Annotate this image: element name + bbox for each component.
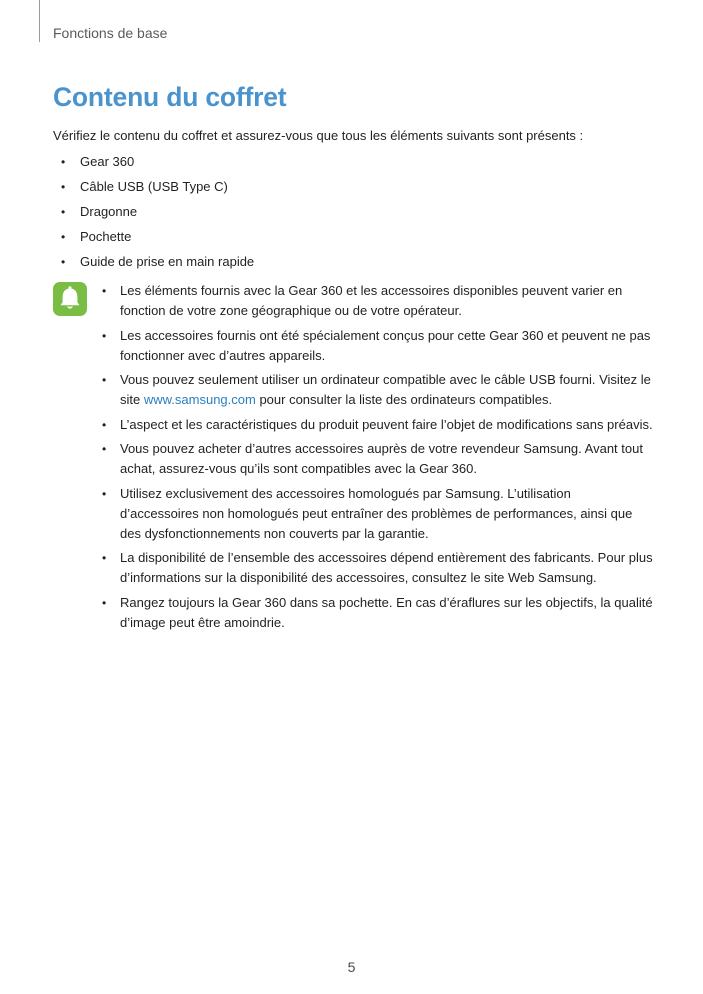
note-item — [101, 326, 653, 366]
intro-text: Vérifiez le contenu du coffret et assurez-vous que tous les éléments suivants sont présents : — [53, 128, 584, 143]
note-item — [101, 370, 653, 410]
note-item — [101, 281, 653, 321]
list-item-label: Pochette — [80, 229, 132, 244]
note-text: pour consulter la liste des ordinateurs compatibles. — [255, 392, 553, 407]
bullet: • — [61, 255, 66, 269]
note-text: Vous pouvez acheter d’autres accessoires auprès de votre revendeur Samsung. Avant tout achat, assurez-vous qu’ils sont compatibles avec la Gear 360. — [120, 441, 643, 476]
page-title: Contenu du coffret — [53, 82, 287, 112]
bullet: • — [102, 551, 107, 565]
note-text: Vous pouvez seulement utiliser un ordinateur compatible avec le câble USB fourni. Visitez le site — [120, 372, 651, 407]
bullet: • — [102, 328, 107, 343]
note-item — [101, 439, 653, 479]
note-text: Utilisez exclusivement des accessoires homologués par Samsung. L’utilisation d’accessoires non homologués peut entraîner des problèmes de performances, ainsi que des dysfonctionnements non couverts par la garantie. — [120, 485, 633, 541]
page-number: 5 — [347, 959, 356, 975]
contents-list — [53, 153, 254, 278]
list-item-label: Dragonne — [80, 204, 138, 219]
list-item-label: Gear 360 — [80, 154, 135, 169]
list-item-label: Câble USB (USB Type C) — [80, 179, 228, 194]
notes-list — [101, 281, 653, 637]
bullet: • — [102, 373, 107, 387]
note-text: La disponibilité de l’ensemble des accessoires dépend entièrement des fabricants. Pour plus d’informations sur la disponibilité des accessoires, consultez le site Web Samsung. — [120, 550, 653, 585]
list-item — [53, 228, 254, 253]
bullet: • — [102, 284, 107, 298]
note-item — [101, 593, 653, 633]
bullet: • — [102, 595, 107, 610]
section-title: Fonctions de base — [53, 25, 168, 41]
list-item-label: Guide de prise en main rapide — [80, 254, 255, 269]
bell-icon — [53, 282, 87, 316]
note-text: L’aspect et les caractéristiques du produit peuvent faire l’objet de modifications sans préavis. — [120, 416, 653, 432]
samsung-link[interactable]: www.samsung.com — [143, 392, 256, 407]
note-text: Rangez toujours la Gear 360 dans sa pochette. En cas d’éraflures sur les objectifs, la qualité d’image peut être amoindrie. — [120, 594, 653, 630]
list-item — [53, 153, 254, 178]
bullet: • — [61, 180, 66, 194]
bullet: • — [102, 486, 107, 501]
note-item — [101, 484, 653, 544]
note-text: Les accessoires fournis ont été spécialement conçus pour cette Gear 360 et peuvent ne pas fonctionner avec d’autres appareils. — [120, 327, 651, 363]
bullet: • — [102, 442, 107, 456]
note-text: Les éléments fournis avec la Gear 360 et les accessoires disponibles peuvent varier en fonction de votre zone géographique ou de votre opérateur. — [120, 283, 623, 318]
list-item — [53, 253, 254, 278]
note-item — [101, 548, 653, 588]
bullet: • — [61, 230, 66, 244]
list-item — [53, 178, 254, 203]
note-item — [101, 415, 653, 435]
list-item — [53, 203, 254, 228]
bullet: • — [61, 205, 66, 219]
bullet: • — [61, 155, 66, 169]
bullet: • — [102, 417, 107, 432]
header-divider — [39, 0, 40, 42]
